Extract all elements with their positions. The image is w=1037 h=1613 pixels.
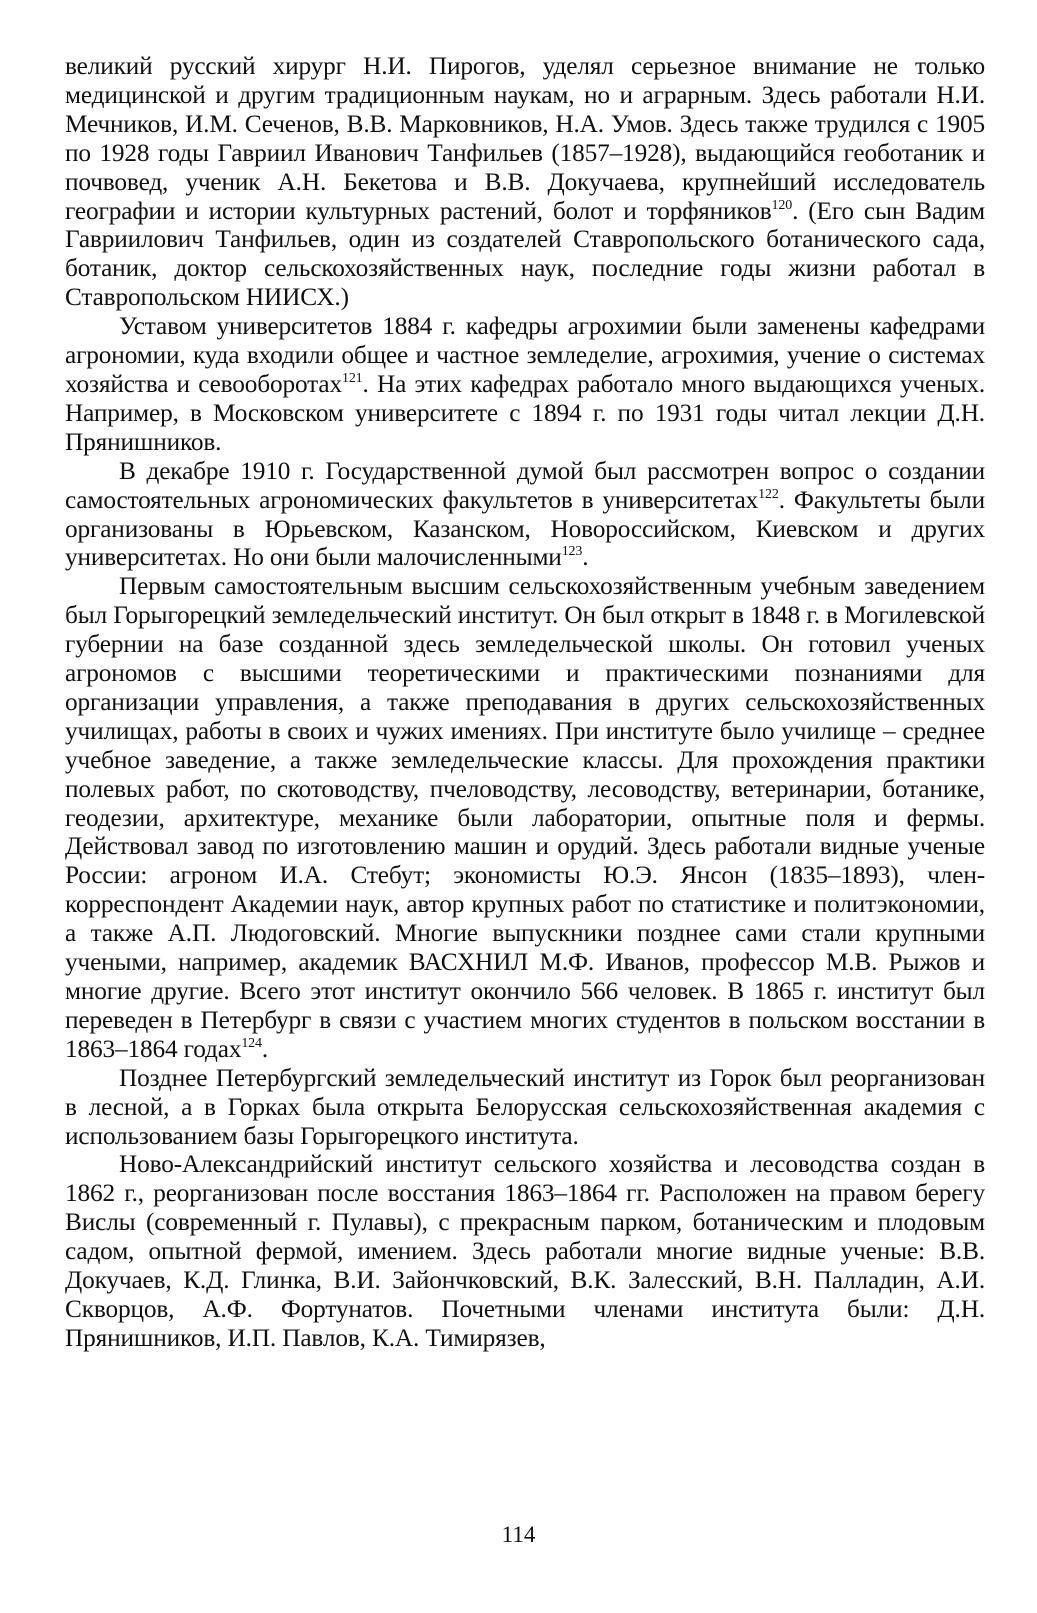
body-text (65, 52, 985, 1353)
footnote-ref: 122 (758, 486, 779, 502)
paragraph: Позднее Петербургский земледельческий институт из Горок был реорганизован в лесной, а в Горках была открыта Белорусская сельскохозяйственная академия с использованием базы Горыгорецкого института. (65, 1063, 985, 1150)
footnote-ref: 123 (561, 544, 583, 560)
footnote-ref: 124 (241, 1035, 262, 1051)
paragraph: Ново-Александрийский институт сельского хозяйства и лесоводства создан в 1862 г., реорганизован после восстания 1863–1864 гг. Расположен на правом берегу Вислы (современный г. Пулавы), с прекрасным парком, ботаническим и плодовым садом, опытной фермой, имением. Здесь работали многие видные ученые: В.В. Докучаев, К.Д. Глинка, В.И. Зайончковский, В.К. Залесский, В.Н. Палладин, А.И. Скворцов, А.Ф. Фортунатов. Почетными членами института были: Д.Н. Прянишников, И.П. Павлов, К.А. Тимирязев, (65, 1150, 985, 1352)
paragraph: В декабре 1910 г. Государственной думой был рассмотрен вопрос о создании самостоятельных агрономических факультетов в университетах$^{122}$. Факультеты были организованы в Юрьевском, Казанском, Новороссийском, Киевском и других университетах. Но они были малочисленными$^{123}$. (65, 456, 985, 572)
footnote-ref: 120 (771, 197, 793, 213)
paragraph: Уставом университетов 1884 г. кафедры агрохимии были заменены кафедрами агрономии, куда входили общее и частное земледелие, агрохимия, учение о системах хозяйства и севооборотах$^{121}$. На этих кафедрах работало много выдающихся ученых. Например, в Московском университете с 1894 г. по 1931 годы читал лекции Д.Н. Прянишников. (65, 312, 985, 456)
paragraph: великий русский хирург Н.И. Пирогов, уделял серьезное внимание не только медицинской и другим традиционным наукам, но и аграрным. Здесь работали Н.И. Мечников, И.М. Сеченов, В.В. Марковников, Н.А. Умов. Здесь также трудился с 1905 по 1928 годы Гавриил Иванович Танфильев (1857–1928), выдающийся геоботаник и почвовед, ученик А.Н. Бекетова и В.В. Докучаева, крупнейший исследователь географии и истории культурных растений, болот и торфяников$^{120}$. (Его сын Вадим Гавриилович Танфильев, один из создателей Ставропольского ботанического сада, ботаник, доктор сельскохозяйственных наук, последние годы жизни работал в Ставропольском НИИСХ.) (65, 52, 985, 312)
paragraph: Первым самостоятельным высшим сельскохозяйственным учебным заведением был Горыгорецкий земледельческий институт. Он был открыт в 1848 г. в Могилевской губернии на базе созданной здесь земледельческой школы. Он готовил ученых агрономов с высшими теоретическими и практическими познаниями для организации управления, а также преподавания в других сельскохозяйственных училищах, работы в своих и чужих имениях. При институте было училище – среднее учебное заведение, а также земледельческие классы. Для прохождения практики полевых работ, по скотоводству, пчеловодству, лесоводству, ветеринарии, ботанике, геодезии, архитектуре, механике были лаборатории, опытные поля и фермы. Действовал завод по изготовлению машин и орудий. Здесь работали видные ученые России: агроном И.А. Стебут; экономисты Ю.Э. Янсон (1835–1893), член-корреспондент Академии наук, автор крупных работ по статистике и политэкономии, а также А.П. Людоговский. Многие выпускники позднее сами стали крупными учеными, например, академик ВАСХНИЛ М.Ф. Иванов, профессор М.В. Рыжов и многие другие. Всего этот институт окончило 566 человек. В 1865 г. институт был переведен в Петербург в связи с участием многих студентов в польском восстании в 1863–1864 годах$^{124}$. (65, 572, 985, 1063)
page-number: 114 (501, 1522, 536, 1547)
footnote-ref: 121 (341, 370, 363, 386)
